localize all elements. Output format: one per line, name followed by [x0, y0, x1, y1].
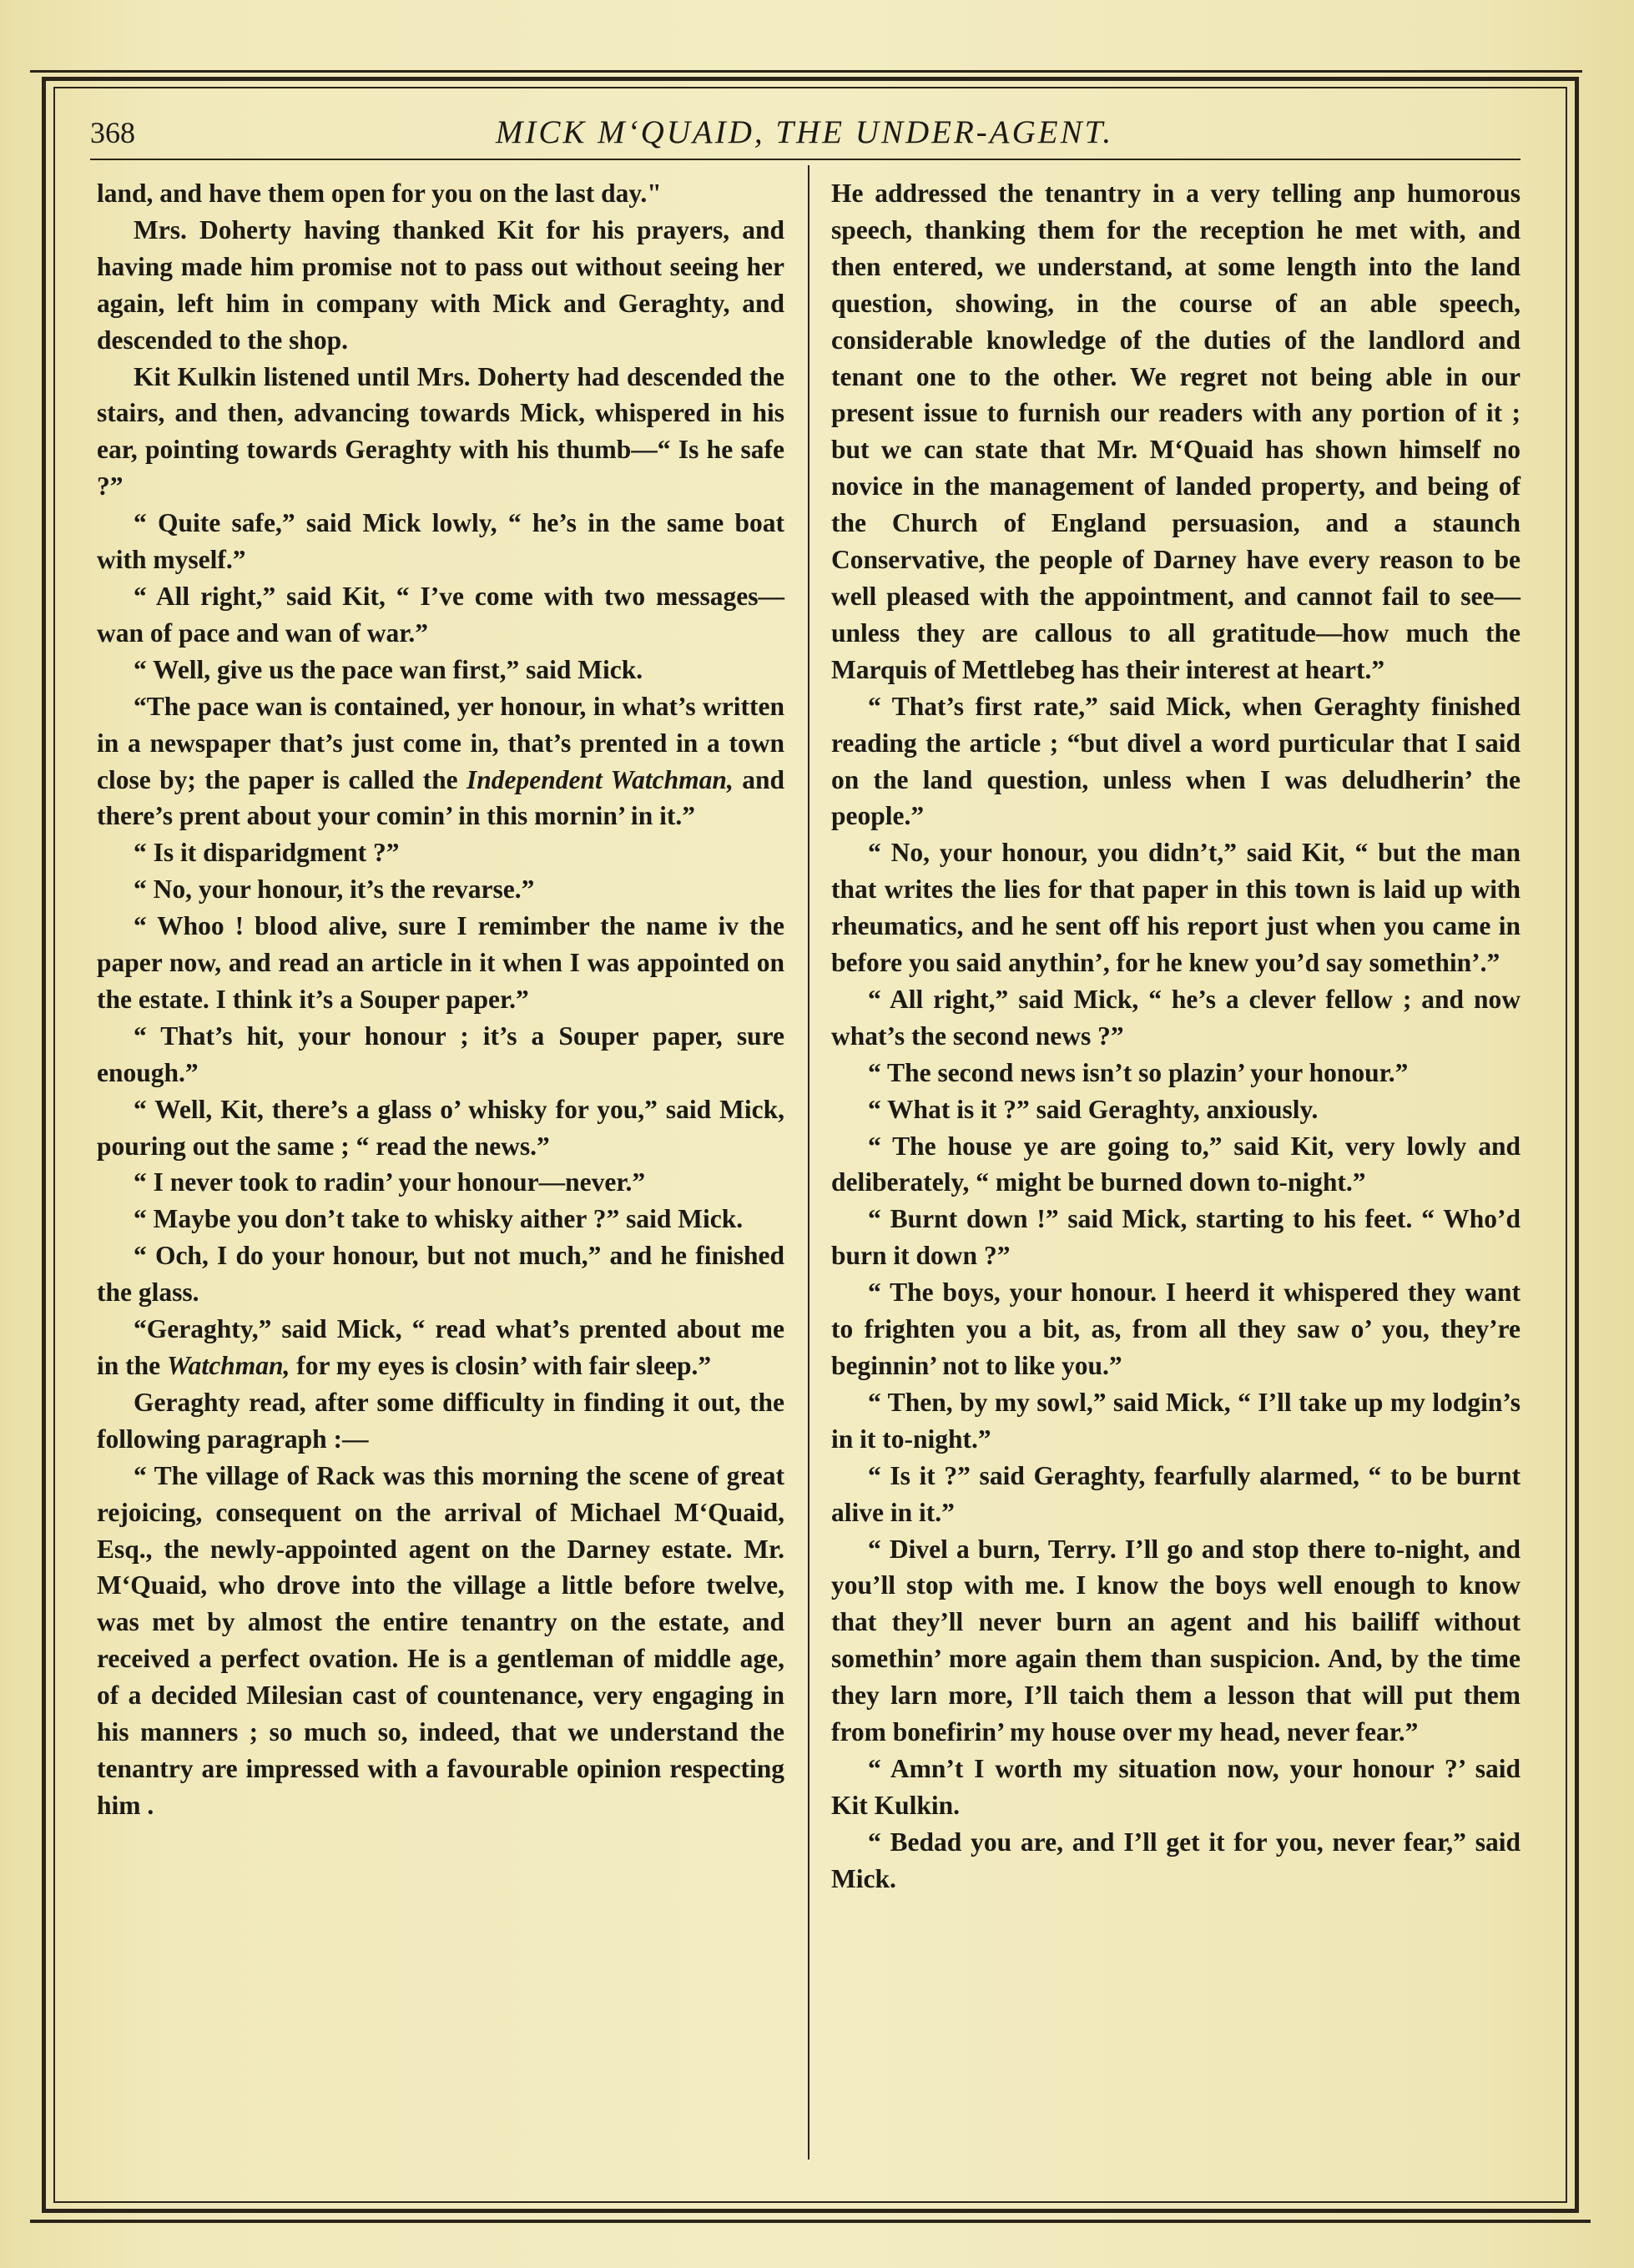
paragraph: “ Divel a burn, Terry. I’ll go and stop there to-night, and you’ll stop with me. I know the boys well enough to know that they’ll never burn an agent and his bailiff without somethin’ more again them than suspicion. And, by the time they larn more, I’ll taich them a lesson that will put them from bonefirin’ my house over my head, never fear.”	[831, 1534, 1521, 1747]
paragraph-text: “The pace wan is contained, yer honour, in what’s written in a newspaper that’s just come in, that’s prented in a town close by; the paper is called the	[97, 691, 784, 794]
paragraph: “ Whoo ! blood alive, sure I remimber the name iv the paper now, and read an article in it when I was appointed on the estate. I think it’s a Souper paper.”	[97, 911, 784, 1014]
newspaper-title: Independent Watchman,	[466, 764, 734, 794]
paragraph: Mrs. Doherty having thanked Kit for his prayers, and having made him promise not to pass out without seeing her again, left him in company with Mick and Geraghty, and descended to the shop.	[97, 214, 784, 355]
top-rule	[30, 70, 1582, 73]
paragraph: “ Well, give us the pace wan first,” said Mick.	[134, 654, 643, 684]
paragraph-text: and there’s prent about your comin’ in this mornin’ in it.”	[97, 764, 784, 831]
header-rule	[90, 159, 1521, 160]
paragraph: “ Och, I do your honour, but not much,” and he finished the glass.	[97, 1241, 784, 1308]
paragraph: “ No, your honour, you didn’t,” said Kit, “ but the man that writes the lies for that paper in this town is laid up with rheumatics, and he sent off his report just when you came in before you said anythin’, for he knew you’d say somethin’.”	[831, 838, 1521, 978]
paragraph: “ All right,” said Mick, “ he’s a clever fellow ; and now what’s the second news ?”	[831, 984, 1521, 1051]
paragraph: “ That’s hit, your honour ; it’s a Souper paper, sure enough.”	[97, 1021, 784, 1087]
running-title: MICK M‘QUAID, THE UNDER-AGENT.	[495, 114, 1114, 150]
paragraph: “ The village of Rack was this morning the scene of great rejoicing, consequent on the arrival of Michael M‘Quaid, Esq., the newly-appointed agent on the Darney estate. Mr. M‘Quaid, who drove into the village a little before twelve, was met by almost the entire tenantry on the estate, and received a perfect ovation. He is a gentleman of middle age, of a decided Milesian cast of countenance, very engaging in his manners ; so much so, indeed, that we understand the tenantry are impressed with a favourable opinion respecting him .	[97, 1460, 784, 1820]
paragraph	[97, 688, 784, 835]
paragraph: “ Is it ?” said Geraghty, fearfully alarmed, “ to be burnt alive in it.”	[831, 1460, 1521, 1527]
column-divider	[808, 165, 809, 2160]
paragraph: “ Then, by my sowl,” said Mick, “ I’ll take up my lodgin’s in it to-night.”	[831, 1387, 1521, 1454]
page-number: 368	[90, 116, 135, 149]
paragraph: “ I never took to radin’ your honour—never.”	[134, 1167, 646, 1197]
paragraph: “ What is it ?” said Geraghty, anxiously.	[868, 1094, 1319, 1124]
paragraph: “ All right,” said Kit, “ I’ve come with two messages—wan of pace and wan of war.”	[97, 581, 784, 648]
page-header	[87, 110, 1522, 160]
newspaper-title: Watchman,	[167, 1351, 290, 1380]
paragraph: “ Quite safe,” said Mick lowly, “ he’s in the same boat with myself.”	[97, 508, 784, 575]
paragraph: “ The boys, your honour. I heerd it whispered they want to frighten you a bit, as, from all they saw o’ you, they’re beginnin’ not to like you.”	[831, 1278, 1521, 1380]
paragraph: Kit Kulkin listened until Mrs. Doherty had descended the stairs, and then, advancing towards Mick, whispered in his ear, pointing towards Geraghty with his thumb—“ Is he safe ?”	[97, 361, 784, 501]
paragraph: “ The second news isn’t so plazin’ your honour.”	[868, 1057, 1409, 1087]
paragraph: “ That’s first rate,” said Mick, when Geraghty finished reading the article ; “but divel a word purticular that I said on the land question, unless when I was deludherin’ the people.”	[831, 691, 1521, 831]
paragraph: land, and have them open for you on the last day."	[97, 179, 662, 208]
right-column	[831, 175, 1521, 1898]
paragraph: “ Amn’t I worth my situation now, your honour ?’ said Kit Kulkin.	[831, 1753, 1521, 1820]
paragraph: “ Well, Kit, there’s a glass o’ whisky for you,” said Mick, pouring out the same ; “ read the news.”	[97, 1094, 784, 1161]
bottom-rule	[30, 2220, 1591, 2223]
paragraph-text: for my eyes is closin’ with fair sleep.”	[290, 1351, 712, 1380]
left-column	[97, 175, 784, 1824]
paragraph: Geraghty read, after some difficulty in finding it out, the following paragraph :—	[97, 1387, 784, 1454]
paragraph	[97, 1311, 784, 1384]
paragraph: “ Is it disparidgment ?”	[134, 838, 400, 868]
paragraph: “ Bedad you are, and I’ll get it for you, never fear,” said Mick.	[831, 1827, 1521, 1893]
paragraph-text: “Geraghty,” said Mick, “ read what’s prented about me in the	[97, 1314, 784, 1380]
paragraph: “ Burnt down !” said Mick, starting to his feet. “ Who’d burn it down ?”	[831, 1204, 1521, 1271]
paragraph: “ The house ye are going to,” said Kit, very lowly and deliberately, “ might be burned down to-night.”	[831, 1131, 1521, 1197]
paragraph: “ Maybe you don’t take to whisky aither ?” said Mick.	[134, 1204, 744, 1234]
paragraph: “ No, your honour, it’s the revarse.”	[134, 874, 535, 905]
paragraph: He addressed the tenantry in a very telling anp humorous speech, thanking them for the reception he met with, and then entered, we understand, at some length into the land question, showing, in the course of an able speech, considerable knowledge of the duties of the landlord and tenant one to the other. We regret not being able in our present issue to furnish our readers with any portion of it ; but we can state that Mr. M‘Quaid has shown himself no novice in the management of landed property, and being of the Church of England persuasion, and a staunch Conservative, the people of Darney have every reason to be well pleased with the appointment, and cannot fail to see—unless they are callous to all gratitude—how much the Marquis of Mettlebeg has their interest at heart.”	[831, 179, 1521, 684]
